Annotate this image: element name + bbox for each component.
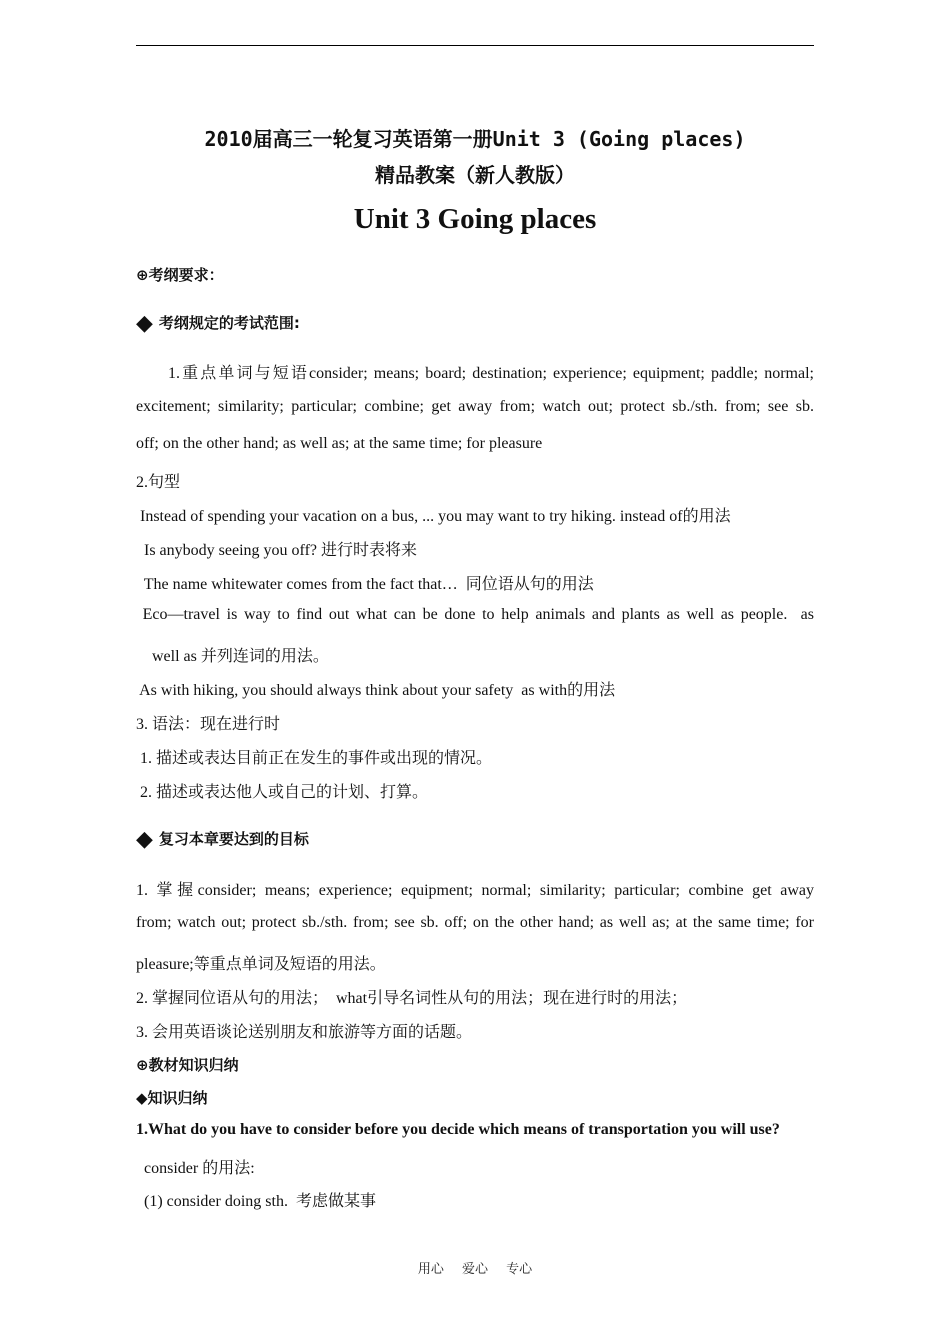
goal-1-line-3: pleasure;等重点单词及短语的用法。 [136, 956, 386, 973]
scope-title-row [136, 311, 814, 336]
goal-1-line-2: from; watch out; protect sb./sth. from; see sb. off; on the other hand; as well as; at the same time; for [136, 914, 814, 931]
diamond-icon: ◆ [136, 827, 153, 852]
question-1: 1.What do you have to consider before you decide which means of transportation you will use? [136, 1121, 780, 1138]
sentence-4b: well as 并列连词的用法。 [136, 648, 329, 665]
page-footer: 用心 爱心 专心 [417, 1262, 533, 1277]
grammar-title: 3. 语法：现在进行时 [136, 716, 281, 733]
sentence-4a: Eco—travel is way to find out what can be done to help animals and plants as well as people. as [136, 606, 814, 623]
diamond-icon: ◆ [136, 311, 153, 336]
sentence-5: As with hiking, you should always think about your safety as with的用法 [136, 682, 616, 699]
goal-2: 2. 掌握同位语从句的用法； what引导名词性从句的用法；现在进行时的用法； [136, 990, 688, 1007]
goal-3: 3. 会用英语谈论送别朋友和旅游等方面的话题。 [136, 1024, 473, 1041]
syllabus-title: ⊕考纲要求： [136, 266, 224, 284]
header-rule [136, 45, 814, 46]
goals-title-row [136, 827, 814, 852]
sentence-1: Instead of spending your vacation on a bus, ... you may want to try hiking. instead of的用法 [136, 508, 731, 525]
vocab-line-1: 1.重点单词与短语consider; means; board; destination; experience; equipment; paddle; normal; [168, 365, 814, 382]
title-line-2: 精品教案（新人教版） [375, 163, 575, 187]
knowledge-title: ⊕教材知识归纳 [136, 1056, 239, 1074]
grammar-point-1: 1. 描述或表达目前正在发生的事件或出现的情况。 [136, 750, 493, 767]
unit-heading: Unit 3 Going places [353, 203, 597, 235]
sentence-3: The name whitewater comes from the fact that… 同位语从句的用法 [136, 576, 594, 593]
vocab-line-3: off; on the other hand; as well as; at the same time; for pleasure [136, 435, 543, 452]
goal-1-line-1: 1. 掌握consider; means; experience; equipment; normal; similarity; particular; combine get away [136, 882, 814, 899]
grammar-point-2: 2. 描述或表达他人或自己的计划、打算。 [136, 784, 429, 801]
sentence-2: Is anybody seeing you off? 进行时表将来 [136, 542, 418, 559]
title-line-1: 2010届高三一轮复习英语第一册Unit 3 (Going places) [204, 127, 746, 151]
sentence-title: 2.句型 [136, 474, 181, 491]
vocab-line-2: excitement; similarity; particular; combine; get away from; watch out; protect sb./sth. from; see sb. [136, 398, 814, 415]
goals-title: 复习本章要达到的目标 [158, 830, 309, 848]
scope-title: 考纲规定的考试范围: [158, 314, 300, 332]
consider-usage-title: consider 的用法: [136, 1160, 255, 1177]
knowledge-subtitle: ◆知识归纳 [136, 1089, 208, 1107]
consider-usage-1: (1) consider doing sth. 考虑做某事 [136, 1193, 376, 1210]
